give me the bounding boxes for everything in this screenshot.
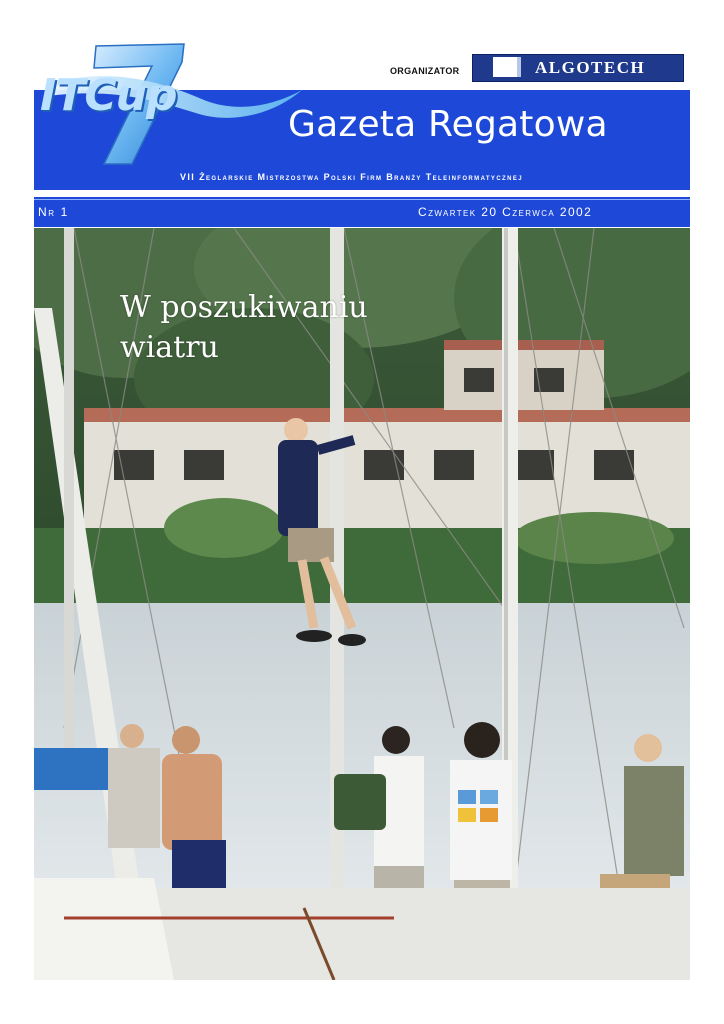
newspaper-subtitle: VII Żeglarskie Mistrzostwa Polski Firm Branży Teleinformatycznej	[180, 172, 523, 182]
algotech-logo	[472, 54, 684, 82]
headline-line-2: wiatru	[120, 330, 219, 365]
issue-date: Czwartek 20 Czerwca 2002	[418, 205, 593, 219]
algotech-logo-mark	[493, 57, 521, 77]
issue-bar-divider	[34, 199, 690, 200]
organizer-label: ORGANIZATOR	[390, 66, 460, 76]
issue-number: Nr 1	[38, 205, 69, 219]
cover-headline	[120, 288, 368, 368]
headline-line-1: W poszukiwaniu	[120, 290, 368, 325]
newspaper-title: Gazeta Regatowa	[288, 104, 608, 145]
algotech-logo-text: ALGOTECH	[535, 58, 646, 77]
itcup-logo-text: ITCup	[40, 70, 177, 121]
